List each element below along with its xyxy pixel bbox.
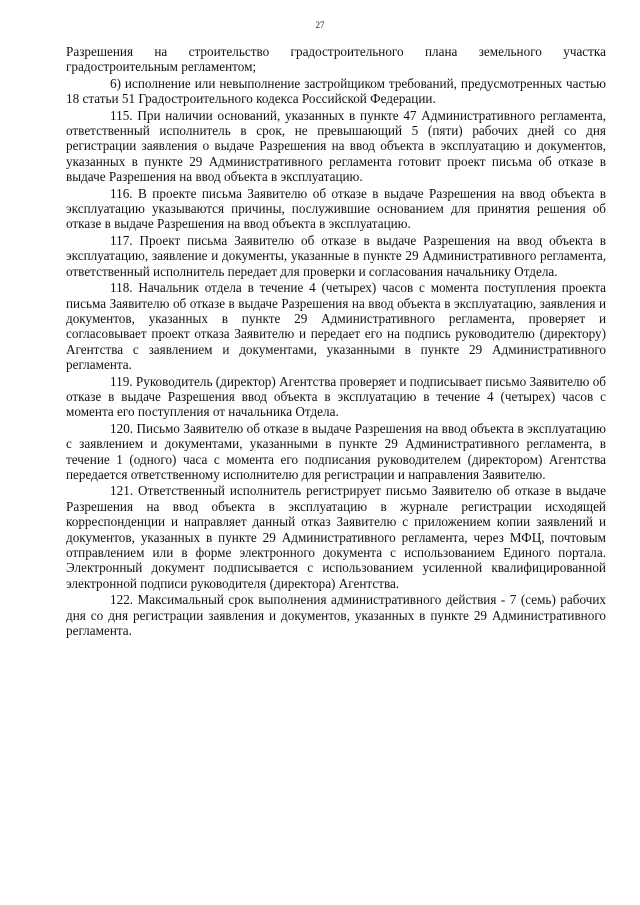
paragraph-117: 117. Проект письма Заявителю об отказе в выдаче Разрешения на ввод объекта в эксплуатацию, заявление и документы, указанные в пункте 29 Административного регламента, ответственный исполнитель передает для проверки и согласования начальнику Отдела. — [66, 232, 606, 279]
paragraph-120: 120. Письмо Заявителю об отказе в выдаче Разрешения на ввод объекта в эксплуатацию с заявлением и документами, указанными в пункте 29 Административного регламента, в течение 1 (одного) часа с момента его подписания руководителем (директором) Агентства передается ответственному исполнителю для регистрации и направления Заявителю. — [66, 420, 606, 482]
paragraph-item-6: 6) исполнение или невыполнение застройщиком требований, предусмотренных частью 18 статьи 51 Градостроительного кодекса Российской Федерации. — [66, 75, 606, 107]
page-number: 27 — [315, 20, 325, 30]
paragraph-121: 121. Ответственный исполнитель регистрирует письмо Заявителю об отказе в выдаче Разрешения на ввод объекта в эксплуатацию в журнале регистрации исходящей корреспонденции и направляет данный отказ Заявителю с приложением копии заявлений и документов, указанных в пункте 29 Административного регламента, через МФЦ, почтовым отправлением или в форме электронного документа с использованием Единого портала. Электронный документ подписывается с использованием усиленной квалифицированной электронной подписи руководителя (директора) Агентства. — [66, 483, 606, 591]
paragraph-continuation: Разрешения на строительство градостроительного плана земельного участка градостроительным регламентом; — [66, 44, 606, 75]
paragraph-116: 116. В проекте письма Заявителю об отказе в выдаче Разрешения на ввод объекта в эксплуатацию указываются причины, послужившие основанием для принятия решения об отказе в выдаче Разрешения на ввод объекта в эксплуатацию. — [66, 185, 606, 232]
paragraph-119: 119. Руководитель (директор) Агентства проверяет и подписывает письмо Заявителю об отказе в выдаче Разрешения ввод объекта в эксплуатацию в течение 4 (четырех) часов с момента его поступления от начальника Отдела. — [66, 373, 606, 420]
paragraph-115: 115. При наличии оснований, указанных в пункте 47 Административного регламента, ответственный исполнитель в срок, не превышающий 5 (пяти) рабочих дней со дня регистрации заявления о выдаче Разрешения на ввод объекта в эксплуатацию и документов, указанных в пункте 29 Административного регламента готовит проект письма об отказе в выдаче Разрешения на ввод объекта в эксплуатацию. — [66, 107, 606, 185]
document-body — [66, 44, 606, 639]
paragraph-122: 122. Максимальный срок выполнения административного действия - 7 (семь) рабочих дня со дня регистрации заявления и документов, указанных в пункте 29 Административного регламента. — [66, 592, 606, 639]
paragraph-118: 118. Начальник отдела в течение 4 (четырех) часов с момента поступления проекта письма Заявителю об отказе в выдаче Разрешения на ввод объекта в эксплуатацию, заявления и документов, указанных в пункте 29 Административного регламента, проверяет и согласовывает проект отказа Заявителю и передает его на подпись руководителю (директору) Агентства с заявлением и документами, указанными в пункте 29 Административного регламента. — [66, 280, 606, 373]
